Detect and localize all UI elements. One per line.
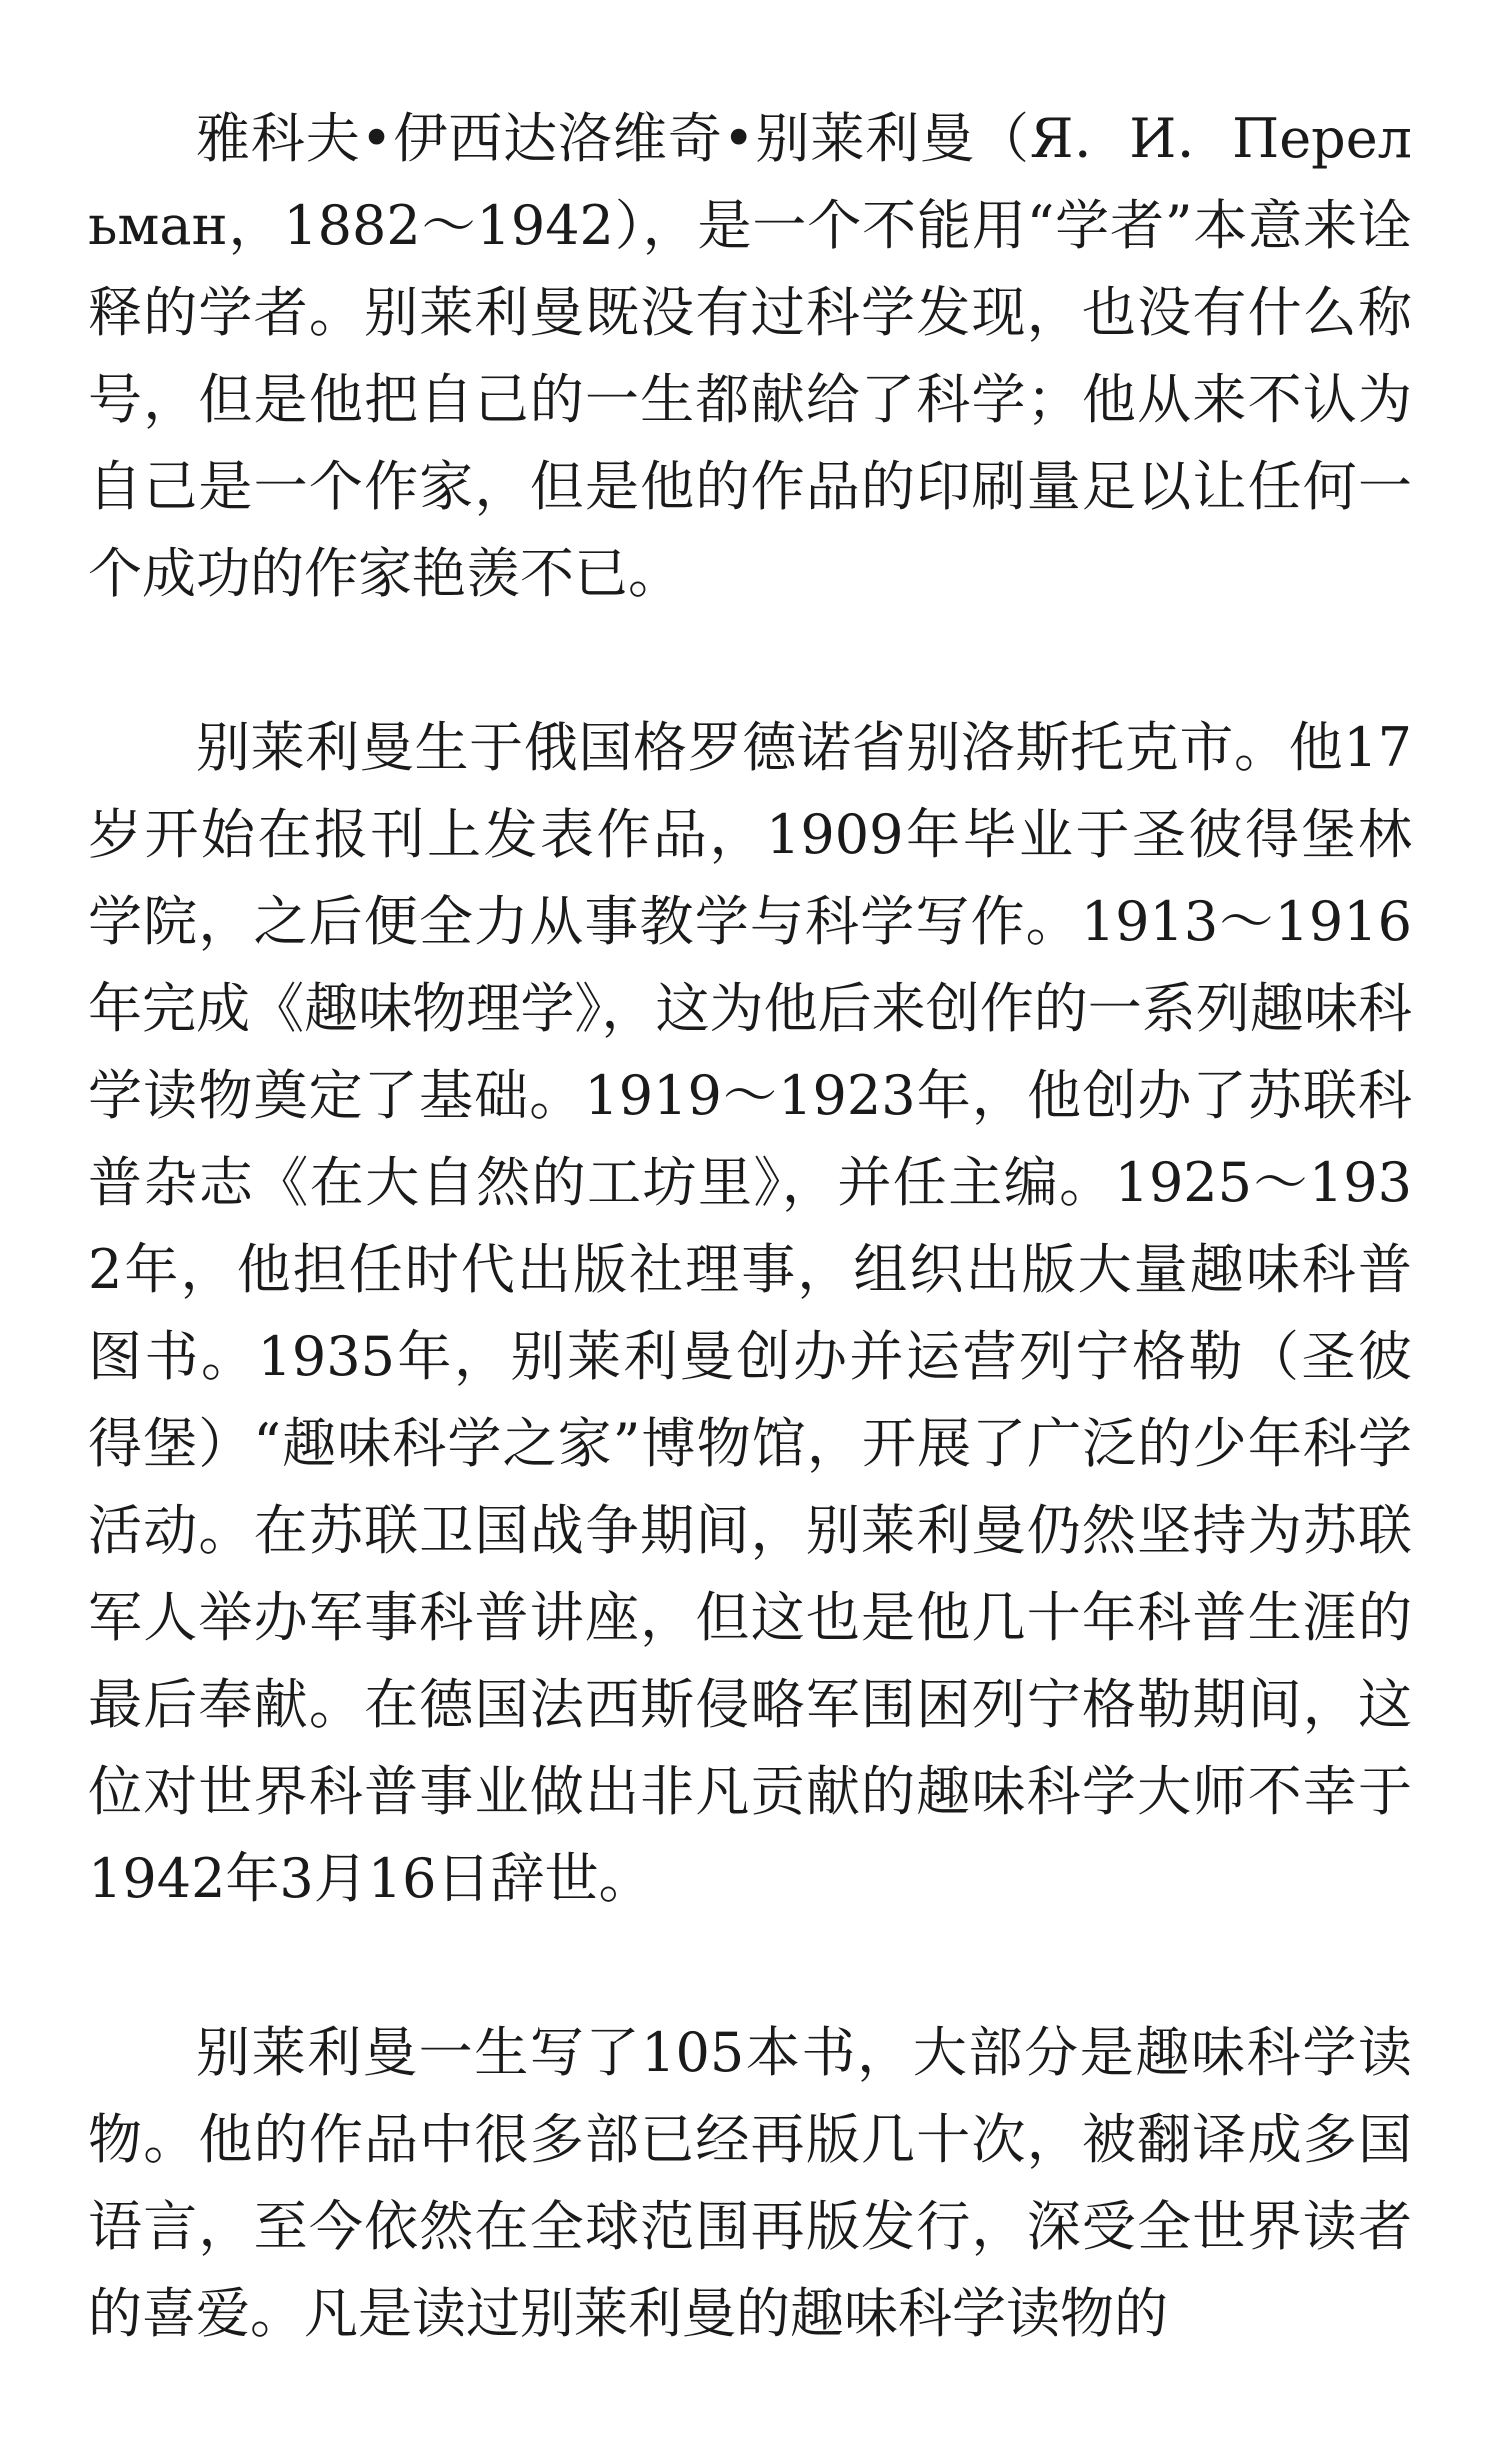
paragraph-biography: 别莱利曼生于俄国格罗德诺省别洛斯托克市。他17岁开始在报刊上发表作品，1909年毕业于圣彼得堡林学院，之后便全力从事教学与科学写作。1913～1916年完成《趣味物理学》，这为他后来创作的一系列趣味科学读物奠定了基础。1919～1923年，他创办了苏联科普杂志《在大自然的工坊里》，并任主编。1925～1932年，他担任时代出版社理事，组织出版大量趣味科普图书。1935年，别莱利曼创办并运营列宁格勒（圣彼得堡）“趣味科学之家”博物馆，开展了广泛的少年科学活动。在苏联卫国战争期间，别莱利曼仍然坚持为苏联军人举办军事科普讲座，但这也是他几十年科普生涯的最后奉献。在德国法西斯侵略军围困列宁格勒期间，这位对世界科普事业做出非凡贡献的趣味科学大师不幸于1942年3月16日辞世。 bbox=[88, 716, 1412, 1910]
paragraph-works: 别莱利曼一生写了105本书，大部分是趣味科学读物。他的作品中很多部已经再版几十次，被翻译成多国语言，至今依然在全球范围再版发行，深受全世界读者的喜爱。凡是读过别莱利曼的趣味科学读物的 bbox=[88, 2021, 1412, 2345]
article-body bbox=[88, 95, 1412, 2444]
paragraph-intro: 雅科夫•伊西达洛维奇•别莱利曼（Я．И．Перельман，1882～1942），是一个不能用“学者”本意来诠释的学者。别莱利曼既没有过科学发现，也没有什么称号，但是他把自己的一生都献给了科学；他从来不认为自己是一个作家，但是他的作品的印刷量足以让任何一个成功的作家艳羡不已。 bbox=[88, 107, 1412, 605]
